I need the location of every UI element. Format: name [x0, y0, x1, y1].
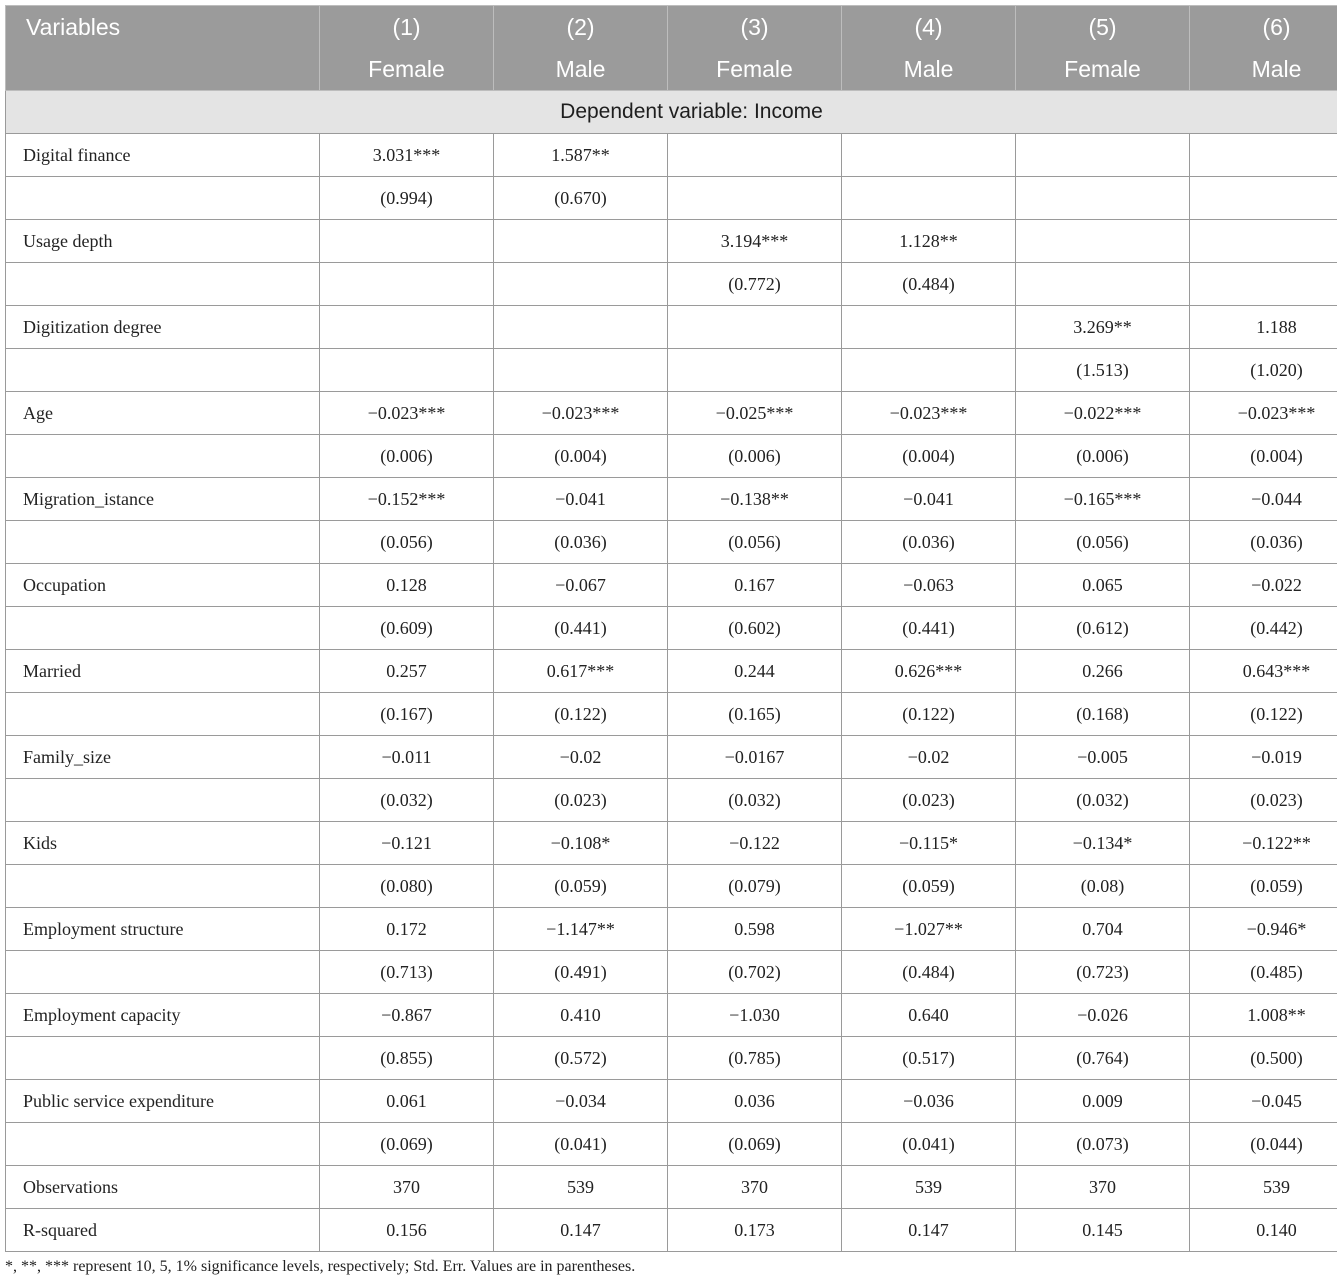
table-cell: 0.173 — [668, 1209, 842, 1252]
header-col-5 — [1016, 6, 1190, 91]
table-cell: −0.023*** — [320, 392, 494, 435]
table-row — [6, 865, 1337, 908]
table-cell — [668, 134, 842, 177]
table-row — [6, 349, 1337, 392]
table-cell — [842, 177, 1016, 220]
table-cell: (0.006) — [320, 435, 494, 478]
row-label: Digitization degree — [6, 306, 320, 349]
table-cell: −0.02 — [842, 736, 1016, 779]
table-cell: 0.704 — [1016, 908, 1190, 951]
table-cell: 3.194*** — [668, 220, 842, 263]
table-cell: −0.036 — [842, 1080, 1016, 1123]
table-row — [6, 220, 1337, 263]
table-cell: (0.723) — [1016, 951, 1190, 994]
table-row — [6, 392, 1337, 435]
row-label — [6, 693, 320, 736]
regression-table-container — [5, 5, 1332, 1252]
table-cell: −0.005 — [1016, 736, 1190, 779]
table-cell: −0.022 — [1190, 564, 1337, 607]
table-cell: (0.041) — [842, 1123, 1016, 1166]
table-cell: (0.023) — [842, 779, 1016, 822]
header-col-number: (2) — [566, 14, 595, 40]
header-col-number: (5) — [1088, 14, 1117, 40]
table-cell: 0.626*** — [842, 650, 1016, 693]
table-cell: 1.128** — [842, 220, 1016, 263]
table-cell: 0.643*** — [1190, 650, 1337, 693]
section-row — [6, 91, 1337, 134]
table-cell: (0.500) — [1190, 1037, 1337, 1080]
table-cell: −0.108* — [494, 822, 668, 865]
section-label: Dependent variable: Income — [6, 91, 1337, 134]
table-cell: (0.032) — [668, 779, 842, 822]
row-label: Digital finance — [6, 134, 320, 177]
table-cell: (0.006) — [668, 435, 842, 478]
header-variables: Variables — [6, 6, 320, 91]
header-col-group: Male — [555, 56, 606, 82]
header-col-number: (4) — [914, 14, 943, 40]
table-cell: 370 — [668, 1166, 842, 1209]
table-cell: −0.122** — [1190, 822, 1337, 865]
table-row — [6, 1123, 1337, 1166]
table-cell: 0.145 — [1016, 1209, 1190, 1252]
table-cell: −0.122 — [668, 822, 842, 865]
table-cell: 0.640 — [842, 994, 1016, 1037]
table-row — [6, 1209, 1337, 1252]
table-cell: (0.006) — [1016, 435, 1190, 478]
table-cell: −0.025*** — [668, 392, 842, 435]
table-cell: 0.410 — [494, 994, 668, 1037]
table-cell: (0.484) — [842, 263, 1016, 306]
header-col-number: (3) — [740, 14, 769, 40]
table-cell: (0.168) — [1016, 693, 1190, 736]
table-cell — [1190, 220, 1337, 263]
row-label — [6, 521, 320, 564]
table-cell: 1.008** — [1190, 994, 1337, 1037]
table-cell: −0.041 — [842, 478, 1016, 521]
table-row — [6, 693, 1337, 736]
header-col-1 — [320, 6, 494, 91]
table-cell — [1016, 220, 1190, 263]
table-cell: (0.004) — [494, 435, 668, 478]
table-cell: (0.056) — [668, 521, 842, 564]
table-row — [6, 951, 1337, 994]
table-cell: −0.041 — [494, 478, 668, 521]
table-cell — [494, 349, 668, 392]
table-cell: 0.147 — [494, 1209, 668, 1252]
table-cell: 0.617*** — [494, 650, 668, 693]
table-cell: (0.612) — [1016, 607, 1190, 650]
table-row — [6, 435, 1337, 478]
table-cell: (0.772) — [668, 263, 842, 306]
row-label: Age — [6, 392, 320, 435]
table-row — [6, 779, 1337, 822]
table-cell: 370 — [1016, 1166, 1190, 1209]
table-cell: (0.023) — [494, 779, 668, 822]
table-row — [6, 1080, 1337, 1123]
table-cell: −0.138** — [668, 478, 842, 521]
table-cell: 0.147 — [842, 1209, 1016, 1252]
table-cell: (0.059) — [1190, 865, 1337, 908]
table-cell: −1.027** — [842, 908, 1016, 951]
table-cell: (0.080) — [320, 865, 494, 908]
row-label — [6, 865, 320, 908]
table-cell: 1.587** — [494, 134, 668, 177]
table-cell: 0.244 — [668, 650, 842, 693]
table-cell: (0.764) — [1016, 1037, 1190, 1080]
table-cell: (0.079) — [668, 865, 842, 908]
table-cell: (0.122) — [1190, 693, 1337, 736]
table-cell: 3.269** — [1016, 306, 1190, 349]
table-cell: −0.134* — [1016, 822, 1190, 865]
table-cell: −0.121 — [320, 822, 494, 865]
table-cell: (0.670) — [494, 177, 668, 220]
table-cell: (0.517) — [842, 1037, 1016, 1080]
table-cell: 370 — [320, 1166, 494, 1209]
row-label: Employment capacity — [6, 994, 320, 1037]
table-cell: (0.023) — [1190, 779, 1337, 822]
table-row — [6, 650, 1337, 693]
table-cell: (0.036) — [1190, 521, 1337, 564]
table-cell: 0.167 — [668, 564, 842, 607]
table-cell: (0.059) — [842, 865, 1016, 908]
header-col-6 — [1190, 6, 1337, 91]
table-cell: −0.063 — [842, 564, 1016, 607]
table-row — [6, 908, 1337, 951]
table-cell: 3.031*** — [320, 134, 494, 177]
row-label: R-squared — [6, 1209, 320, 1252]
row-label: Married — [6, 650, 320, 693]
table-header-row — [6, 6, 1337, 91]
table-cell: 0.036 — [668, 1080, 842, 1123]
table-cell: (0.702) — [668, 951, 842, 994]
table-cell: 539 — [494, 1166, 668, 1209]
table-cell: −0.152*** — [320, 478, 494, 521]
table-cell — [668, 306, 842, 349]
table-row — [6, 822, 1337, 865]
table-cell — [1016, 263, 1190, 306]
header-col-group: Female — [1064, 56, 1141, 82]
table-cell: (0.073) — [1016, 1123, 1190, 1166]
table-cell: (0.441) — [494, 607, 668, 650]
row-label — [6, 1123, 320, 1166]
row-label — [6, 349, 320, 392]
header-col-2 — [494, 6, 668, 91]
table-cell — [320, 220, 494, 263]
table-cell: 0.257 — [320, 650, 494, 693]
table-cell: −0.115* — [842, 822, 1016, 865]
header-col-3 — [668, 6, 842, 91]
table-cell: (0.165) — [668, 693, 842, 736]
table-cell: −0.019 — [1190, 736, 1337, 779]
table-cell: −0.165*** — [1016, 478, 1190, 521]
row-label — [6, 951, 320, 994]
table-cell: (0.994) — [320, 177, 494, 220]
table-cell: (0.785) — [668, 1037, 842, 1080]
table-row — [6, 306, 1337, 349]
table-cell: −0.946* — [1190, 908, 1337, 951]
table-cell — [842, 349, 1016, 392]
table-cell: (1.513) — [1016, 349, 1190, 392]
table-cell: (0.491) — [494, 951, 668, 994]
table-cell: (0.036) — [494, 521, 668, 564]
table-cell: −0.0167 — [668, 736, 842, 779]
table-cell — [494, 220, 668, 263]
regression-table — [5, 5, 1337, 1252]
table-footnote: *, **, *** represent 10, 5, 1% significance levels, respectively; Std. Err. Values are in parentheses. — [5, 1258, 636, 1275]
table-cell — [494, 306, 668, 349]
table-cell: −0.023*** — [842, 392, 1016, 435]
table-cell — [1016, 177, 1190, 220]
table-cell: 0.128 — [320, 564, 494, 607]
header-col-4 — [842, 6, 1016, 91]
row-label — [6, 177, 320, 220]
table-cell: (0.059) — [494, 865, 668, 908]
table-cell — [1016, 134, 1190, 177]
table-cell: (0.602) — [668, 607, 842, 650]
table-cell: (0.032) — [320, 779, 494, 822]
table-cell: 0.172 — [320, 908, 494, 951]
table-cell: (0.609) — [320, 607, 494, 650]
table-cell — [1190, 263, 1337, 306]
table-cell — [668, 349, 842, 392]
header-col-number: (6) — [1262, 14, 1291, 40]
table-cell: (0.004) — [842, 435, 1016, 478]
table-cell: (0.08) — [1016, 865, 1190, 908]
table-cell: (0.122) — [842, 693, 1016, 736]
table-cell: (0.044) — [1190, 1123, 1337, 1166]
table-cell: −0.02 — [494, 736, 668, 779]
table-row — [6, 521, 1337, 564]
table-row — [6, 134, 1337, 177]
table-cell: (0.167) — [320, 693, 494, 736]
row-label: Usage depth — [6, 220, 320, 263]
row-label: Family_size — [6, 736, 320, 779]
table-cell — [668, 177, 842, 220]
table-cell: (0.572) — [494, 1037, 668, 1080]
table-cell: (0.855) — [320, 1037, 494, 1080]
table-cell: 0.266 — [1016, 650, 1190, 693]
table-cell — [1190, 134, 1337, 177]
table-cell: −0.022*** — [1016, 392, 1190, 435]
table-row — [6, 736, 1337, 779]
table-cell: (0.004) — [1190, 435, 1337, 478]
table-cell — [494, 263, 668, 306]
table-row — [6, 1166, 1337, 1209]
table-cell: −0.867 — [320, 994, 494, 1037]
header-col-group: Female — [716, 56, 793, 82]
table-cell: 0.061 — [320, 1080, 494, 1123]
table-row — [6, 1037, 1337, 1080]
row-label: Occupation — [6, 564, 320, 607]
table-cell: 539 — [1190, 1166, 1337, 1209]
table-cell: (0.442) — [1190, 607, 1337, 650]
table-cell: (0.069) — [668, 1123, 842, 1166]
header-col-number: (1) — [392, 14, 421, 40]
table-cell: (0.485) — [1190, 951, 1337, 994]
table-row — [6, 994, 1337, 1037]
table-cell: −1.030 — [668, 994, 842, 1037]
table-row — [6, 478, 1337, 521]
table-cell — [320, 263, 494, 306]
row-label — [6, 263, 320, 306]
row-label: Public service expenditure — [6, 1080, 320, 1123]
row-label: Employment structure — [6, 908, 320, 951]
table-cell: −0.034 — [494, 1080, 668, 1123]
table-cell: (0.069) — [320, 1123, 494, 1166]
header-col-group: Female — [368, 56, 445, 82]
table-cell: 0.598 — [668, 908, 842, 951]
table-cell: (1.020) — [1190, 349, 1337, 392]
table-row — [6, 177, 1337, 220]
table-cell: −0.023*** — [1190, 392, 1337, 435]
table-cell — [842, 306, 1016, 349]
header-col-group: Male — [903, 56, 954, 82]
table-cell: (0.713) — [320, 951, 494, 994]
row-label — [6, 435, 320, 478]
table-cell: 0.009 — [1016, 1080, 1190, 1123]
row-label: Kids — [6, 822, 320, 865]
row-label — [6, 1037, 320, 1080]
table-cell: −0.011 — [320, 736, 494, 779]
table-cell: (0.032) — [1016, 779, 1190, 822]
table-cell: −0.067 — [494, 564, 668, 607]
table-cell: 0.065 — [1016, 564, 1190, 607]
table-cell: 0.140 — [1190, 1209, 1337, 1252]
table-row — [6, 607, 1337, 650]
table-cell: (0.056) — [320, 521, 494, 564]
table-cell — [320, 306, 494, 349]
row-label: Observations — [6, 1166, 320, 1209]
table-cell: (0.041) — [494, 1123, 668, 1166]
table-cell: 0.156 — [320, 1209, 494, 1252]
table-cell: (0.036) — [842, 521, 1016, 564]
table-cell: 1.188 — [1190, 306, 1337, 349]
table-row — [6, 564, 1337, 607]
table-cell: −1.147** — [494, 908, 668, 951]
header-col-group: Male — [1251, 56, 1302, 82]
row-label — [6, 607, 320, 650]
table-cell: (0.441) — [842, 607, 1016, 650]
table-cell: −0.044 — [1190, 478, 1337, 521]
table-cell: (0.056) — [1016, 521, 1190, 564]
table-cell: (0.122) — [494, 693, 668, 736]
table-cell: −0.023*** — [494, 392, 668, 435]
table-cell: (0.484) — [842, 951, 1016, 994]
table-cell — [320, 349, 494, 392]
table-cell: 539 — [842, 1166, 1016, 1209]
table-cell — [842, 134, 1016, 177]
table-row — [6, 263, 1337, 306]
row-label: Migration_istance — [6, 478, 320, 521]
table-cell: −0.045 — [1190, 1080, 1337, 1123]
table-cell: −0.026 — [1016, 994, 1190, 1037]
table-cell — [1190, 177, 1337, 220]
row-label — [6, 779, 320, 822]
